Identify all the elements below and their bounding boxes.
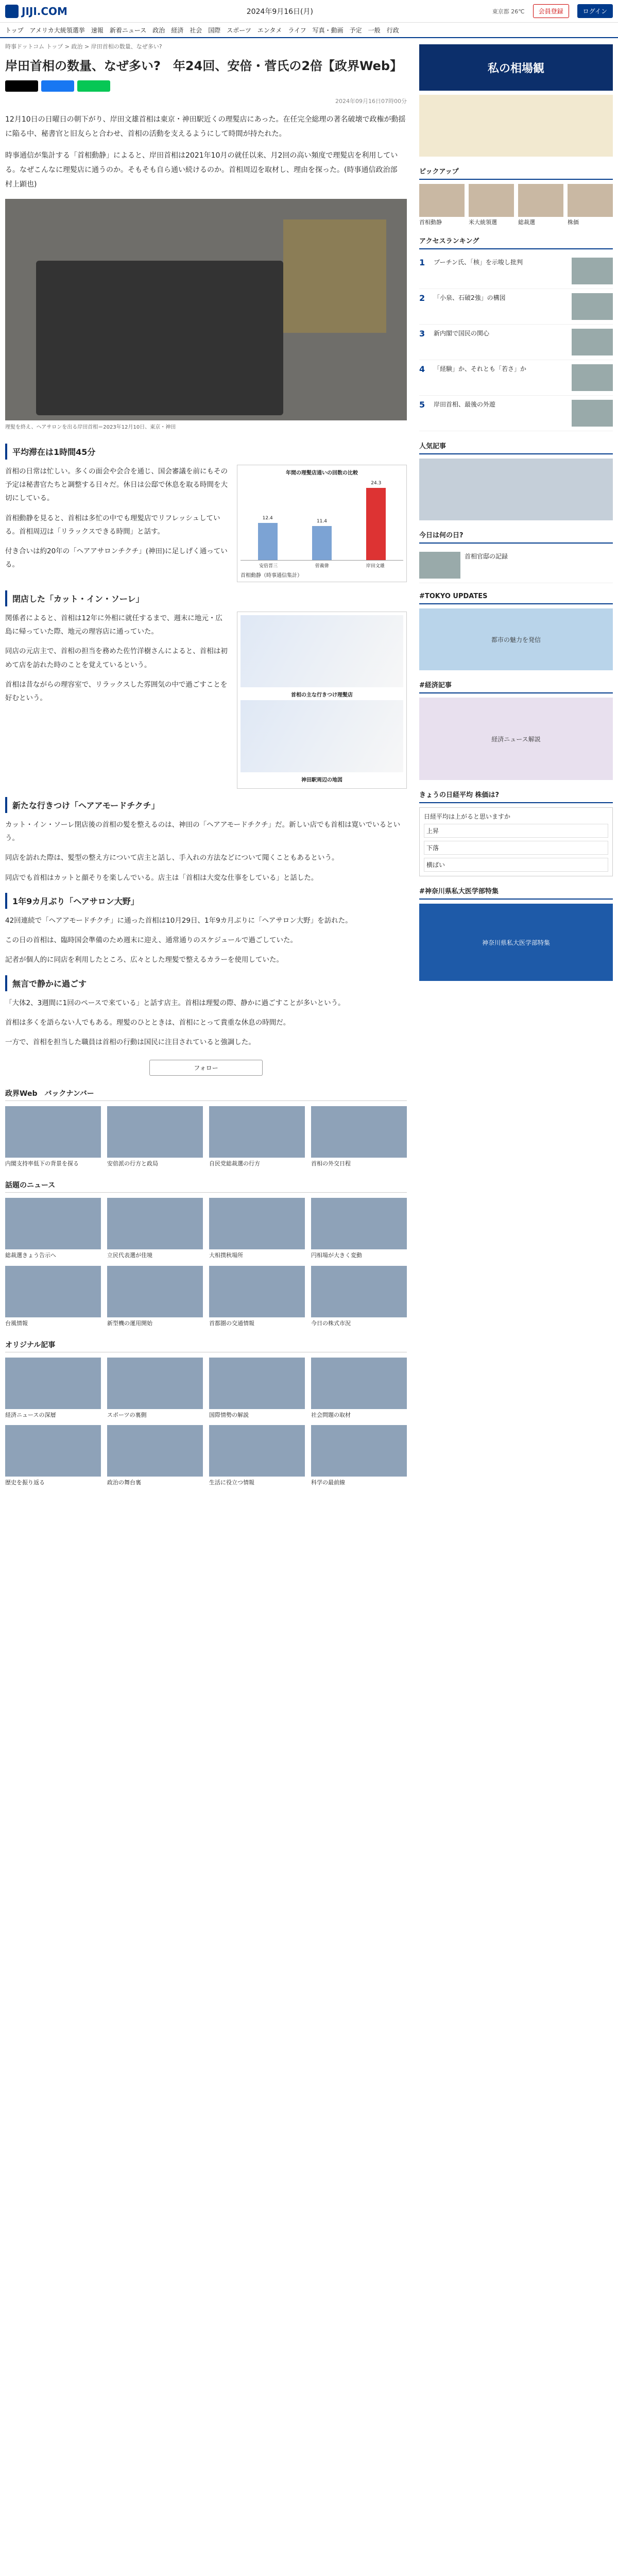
news-thumb	[107, 1358, 203, 1409]
section-heading-2: 閉店した「カット・イン・ソーレ」	[5, 590, 407, 606]
news-caption: 歴史を振り返る	[5, 1479, 45, 1486]
paragraph: この日の首相は、臨時国会準備のため週末に迎え、通常通りのスケジュールで過ごしていた。	[5, 936, 297, 945]
news-thumb	[107, 1266, 203, 1317]
news-card[interactable]	[5, 1198, 101, 1259]
photo-caption: 理髪を終え、ヘアサロンを出る岸田首相＝2023年12月10日、東京・神田	[5, 424, 176, 430]
chart-category: 岸田文雄	[366, 563, 385, 569]
news-card[interactable]	[107, 1425, 203, 1486]
news-thumb	[311, 1358, 407, 1409]
news-thumb	[5, 1358, 101, 1409]
ranking-text: 新内閣で国民の関心	[434, 330, 490, 337]
section-heading-5: 無言で静かに過ごす	[5, 975, 407, 991]
tokyo-image[interactable]: 都市の魅力を発信	[419, 608, 613, 670]
article-date: 2024年09月16日07時00分	[335, 97, 407, 105]
poll-option[interactable]: 上昇	[424, 824, 608, 838]
news-caption: 新型機の運用開始	[107, 1319, 152, 1327]
x-share-button[interactable]	[5, 80, 38, 92]
news-card[interactable]	[209, 1106, 305, 1167]
news-card[interactable]	[107, 1106, 203, 1167]
article-column	[5, 38, 407, 1487]
nav-item[interactable]: アメリカ大統領選挙	[29, 26, 85, 34]
news-caption: 安倍派の行方と政局	[107, 1160, 158, 1167]
chart-value: 12.4	[262, 516, 273, 521]
weather: 東京都 26℃	[492, 8, 525, 15]
section-heading-3: 新たな行きつけ「ヘアアモードチクチ」	[5, 797, 407, 813]
ranking-text: ブーチン氏、「核」を示唆し批判	[434, 259, 523, 266]
chart-category: 菅義偉	[315, 563, 329, 569]
ranking-number: 3	[419, 329, 425, 339]
news-caption: 科学の最前線	[311, 1479, 345, 1486]
news-caption: 国際情勢の解説	[209, 1411, 249, 1418]
poll-option[interactable]: 横ばい	[424, 858, 608, 872]
barber-visit-chart	[237, 465, 407, 582]
news-caption: 政治の舞台裏	[107, 1479, 141, 1486]
paragraph: 首相の日常は忙しい。多くの面会や会合を通じ、国会審議を前にもその予定は秘書官たちと調整する日々だ。休日は公邸で休息を取る時間を大切にしている。	[5, 467, 228, 503]
calendar-title: 今日は何の日?	[419, 527, 613, 544]
paragraph: 42回連続で「ヘアアモードチクチ」に通った首相は10月29日、1年9カ月ぶりに「ヘアサロン大野」を訪れた。	[5, 916, 352, 925]
news-caption: 総裁選きょう告示へ	[5, 1252, 56, 1259]
original-grid	[5, 1358, 407, 1487]
ranking-item[interactable]	[419, 253, 613, 289]
news-card[interactable]	[311, 1266, 407, 1327]
news-thumb	[311, 1425, 407, 1477]
calendar-thumb	[419, 552, 460, 579]
pickup-photo	[419, 184, 465, 217]
ranking-item[interactable]	[419, 289, 613, 325]
ad-box[interactable]	[419, 95, 613, 157]
news-thumb	[311, 1198, 407, 1249]
nav-item[interactable]: 一般	[368, 26, 381, 34]
pickup-item[interactable]	[469, 184, 514, 226]
news-thumb	[209, 1358, 305, 1409]
map-image	[241, 700, 403, 772]
news-thumb	[311, 1106, 407, 1158]
pickup-photo	[469, 184, 514, 217]
poll-option[interactable]: 下落	[424, 841, 608, 855]
poll-question: 日経平均は上がると思いますか	[424, 813, 511, 821]
news-card[interactable]	[107, 1266, 203, 1327]
lead-2: 時事通信が集計する「首相動静」によると、岸田首相は2021年10月の就任以来、月2回の高い頻度で理髪店を利用している。なぜこんなに理髪店に通うのか。そもそも自ら通い続けるのか。首相周辺を取材し、理由を探った。(時事通信政治部 村上顕也)	[5, 151, 405, 189]
nav-item[interactable]: スポーツ	[227, 26, 251, 34]
nav-item[interactable]: 写真・動画	[312, 26, 344, 34]
nav-item[interactable]: 新着ニュース	[109, 26, 147, 34]
paragraph: 首相は多くを語らない人でもある。理髪のひとときは、首相にとって貴重な休息の時間だ。	[5, 1019, 290, 1027]
news-caption: 首相の外交日程	[311, 1160, 351, 1167]
news-caption: 生活に役立つ情報	[209, 1479, 254, 1486]
ranking-text: 「経験」か、それとも「若さ」か	[434, 365, 527, 373]
news-caption: 社会問題の取材	[311, 1411, 351, 1418]
nav-item[interactable]: 政治	[152, 26, 165, 34]
paragraph: 首相は昔ながらの理容室で、リラックスした雰囲気の中で過ごすことを好むという。	[5, 680, 228, 703]
map-title: 神田駅周辺の地図	[301, 777, 342, 783]
pickup-caption: 総裁選	[518, 219, 535, 226]
paragraph: 同店を訪れた際は、髪型の整え方について店主と話し、手入れの方法などについて聞くこともあるという。	[5, 854, 339, 862]
chart-category: 安倍晋三	[259, 563, 278, 569]
chart-bar	[366, 480, 386, 560]
tokyo-title: #TOKYO UPDATES	[419, 589, 613, 604]
news-card[interactable]	[209, 1198, 305, 1259]
job-title: #神奈川県私大医学部特集	[419, 883, 613, 900]
login-button[interactable]: ログイン	[577, 4, 613, 18]
news-caption: 今日の株式市況	[311, 1319, 351, 1327]
ranking-list	[419, 253, 613, 431]
paragraph: 一方で、首相を担当した職員は首相の行動は国民に注目されていると強調した。	[5, 1038, 255, 1047]
signup-button[interactable]: 会員登録	[533, 4, 569, 18]
news-thumb	[5, 1106, 101, 1158]
follow-button[interactable]: フォロー	[149, 1060, 263, 1076]
news-thumb	[5, 1425, 101, 1477]
section-heading-4: 1年9カ月ぶり「ヘアサロン大野」	[5, 893, 407, 909]
ranking-item[interactable]	[419, 325, 613, 360]
pickup-photo	[518, 184, 563, 217]
pickup-item[interactable]	[419, 184, 465, 226]
top-bar	[0, 0, 618, 23]
ranking-thumb	[572, 329, 613, 355]
news-caption: 立民代表選が佳境	[107, 1252, 152, 1259]
news-card[interactable]	[5, 1106, 101, 1167]
person-photo[interactable]	[419, 459, 613, 520]
article-title: 岸田首相の数量、なぜ多い? 年24回、安倍・菅氏の2倍【政界Web】	[5, 59, 403, 73]
nav-item[interactable]: 社会	[190, 26, 202, 34]
pickup-photo	[568, 184, 613, 217]
chart-value: 11.4	[316, 518, 327, 524]
news-card[interactable]	[209, 1266, 305, 1327]
news-card[interactable]	[311, 1106, 407, 1167]
paragraph: 「大体2、3週間に1回のペースで来ている」と話す店主。首相は理髪の際、静かに過ごすことが多いという。	[5, 998, 345, 1007]
header-date: 2024年9月16日(月)	[246, 7, 313, 16]
pickup-grid	[419, 184, 613, 226]
news-card[interactable]	[209, 1358, 305, 1419]
chart-title: 年間の理髪店通いの回数の比較	[286, 470, 358, 476]
section-heading-1: 平均滞在は1時間45分	[5, 444, 407, 460]
person-title: 人気記事	[419, 437, 613, 454]
topics-grid	[5, 1198, 407, 1327]
logo-mark-icon	[5, 5, 19, 18]
paragraph: 同店でも首相はカットと顔そりを楽しんでいる。店主は「首相は大変な仕事をしている」と話した。	[5, 873, 318, 882]
pickup-title: ピックアップ	[419, 163, 613, 180]
paragraph: カット・イン・ソーレ閉店後の首相の髪を整えるのは、神田の「ヘアアモードチクチ」だ。新しい店でも首相は寛いでいるという。	[5, 820, 401, 842]
news-card[interactable]	[209, 1425, 305, 1486]
news-caption: 円相場が大きく変動	[311, 1252, 362, 1259]
news-caption: スポーツの裏側	[107, 1411, 147, 1418]
ranking-thumb	[572, 364, 613, 391]
news-thumb	[209, 1198, 305, 1249]
facebook-share-button[interactable]	[41, 80, 74, 92]
lead-1: 12月10日の日曜日の朝下がり、岸田文雄首相は東京・神田駅近くの理髪店にあった。在任完全総理の著名破壊で政権が動揺に陥る中、秘書官と旧友らと合わせ、首相の活動を支えるようにして時間が持たれた。	[5, 115, 406, 138]
figure-image	[241, 615, 403, 687]
ranking-thumb	[572, 258, 613, 284]
global-nav	[0, 23, 618, 38]
nav-item[interactable]: 予定	[349, 26, 362, 34]
news-card[interactable]	[311, 1425, 407, 1486]
econ-image[interactable]: 経済ニュース解説	[419, 698, 613, 780]
paragraph: 関係者によると、首相は12年に外相に就任するまで、週末に地元・広島に帰っていた際、地元の理容店に通っていた。	[5, 614, 222, 636]
news-caption: 台風情報	[5, 1319, 28, 1327]
chart-value: 24.3	[371, 480, 382, 486]
news-caption: 大相撲秋場所	[209, 1252, 243, 1259]
news-thumb	[107, 1425, 203, 1477]
news-card[interactable]	[107, 1358, 203, 1419]
news-thumb	[5, 1198, 101, 1249]
logo-text: JIJI.COM	[22, 5, 67, 18]
news-card[interactable]	[5, 1358, 101, 1419]
ranking-thumb	[572, 293, 613, 320]
original-title: オリジナル記事	[5, 1340, 407, 1352]
ranking-item[interactable]	[419, 396, 613, 431]
news-card[interactable]	[5, 1425, 101, 1486]
ranking-number: 5	[419, 400, 425, 410]
calendar-text[interactable]: 首相官邸の記録	[465, 553, 508, 561]
pickup-caption: 株価	[568, 219, 579, 226]
chart-note: 首相動静（時事通信集計）	[241, 572, 302, 579]
poll-box	[419, 807, 613, 876]
paragraph: 同店の元店主で、首相の担当を務めた佐竹洋樹さんによると、首相は初めて店を訪れた時のことを覚えているという。	[5, 647, 228, 669]
share-buttons	[5, 80, 407, 92]
nav-item[interactable]: ライフ	[288, 26, 306, 34]
news-card[interactable]	[311, 1358, 407, 1419]
ranking-title: アクセスランキング	[419, 232, 613, 249]
sidebar	[419, 38, 613, 1487]
related-grid	[5, 1106, 407, 1167]
related-title: 政界Web バックナンバー	[5, 1088, 407, 1101]
topics-title: 話題のニュース	[5, 1180, 407, 1193]
chart-bar	[258, 516, 278, 560]
sidebar-banner[interactable]: 私の相場観	[419, 44, 613, 91]
news-card[interactable]	[5, 1266, 101, 1327]
nav-item[interactable]: 行政	[386, 26, 399, 34]
barber-shop-figure	[237, 612, 407, 789]
news-thumb	[209, 1425, 305, 1477]
job-banner[interactable]: 神奈川県私大医学部特集	[419, 904, 613, 981]
news-thumb	[107, 1106, 203, 1158]
ranking-number: 2	[419, 293, 425, 303]
ranking-number: 1	[419, 258, 425, 268]
news-caption: 自民党総裁選の行方	[209, 1160, 260, 1167]
news-caption: 内閣支持率低下の背景を探る	[5, 1160, 79, 1167]
pickup-caption: 米大統領選	[469, 219, 497, 226]
ranking-thumb	[572, 400, 613, 427]
ranking-number: 4	[419, 364, 425, 375]
site-logo[interactable]	[5, 5, 67, 18]
pickup-caption: 首相動静	[419, 219, 442, 226]
breadcrumb[interactable]: 時事ドットコム トップ > 政治 > 岸田首相の数量、なぜ多い?	[5, 43, 162, 50]
ranking-item[interactable]	[419, 360, 613, 396]
ranking-text: 岸田首相、最後の外遊	[434, 401, 496, 409]
chart-plot	[241, 478, 403, 561]
ranking-text: 「小泉、石破2強」の構図	[434, 294, 506, 302]
main-photo	[5, 199, 407, 420]
news-thumb	[107, 1198, 203, 1249]
news-thumb	[209, 1106, 305, 1158]
paragraph: 首相動静を見ると、首相は多忙の中でも理髪店でリフレッシュしている。首相周辺は「リラックスできる時間」と話す。	[5, 514, 220, 536]
line-share-button[interactable]	[77, 80, 110, 92]
paragraph: 付き合いは約20年の「ヘアアサロンチクチ」(神田)に足しげく通っている。	[5, 547, 228, 569]
news-card[interactable]	[311, 1198, 407, 1259]
chart-bar	[312, 518, 332, 560]
nav-item[interactable]: トップ	[5, 26, 24, 34]
news-card[interactable]	[107, 1198, 203, 1259]
econ-title: #経済記事	[419, 676, 613, 693]
figure-title: 首相の主な行きつけ理髪店	[291, 692, 353, 698]
pickup-item[interactable]	[568, 184, 613, 226]
news-caption: 首都圏の交通情報	[209, 1319, 254, 1327]
chart-labels	[241, 562, 403, 569]
pickup-item[interactable]	[518, 184, 563, 226]
news-thumb	[311, 1266, 407, 1317]
nav-item[interactable]: 速報	[91, 26, 104, 34]
news-thumb	[5, 1266, 101, 1317]
nav-item[interactable]: エンタメ	[257, 26, 282, 34]
poll-title: きょうの日経平均 株価は?	[419, 786, 613, 803]
news-caption: 経済ニュースの深層	[5, 1411, 56, 1418]
news-thumb	[209, 1266, 305, 1317]
nav-item[interactable]: 国際	[208, 26, 221, 34]
paragraph: 記者が個人的に同店を利用したところ、広々とした理髪で整えるカラーを使用していた。	[5, 956, 283, 964]
nav-item[interactable]: 経済	[171, 26, 184, 34]
